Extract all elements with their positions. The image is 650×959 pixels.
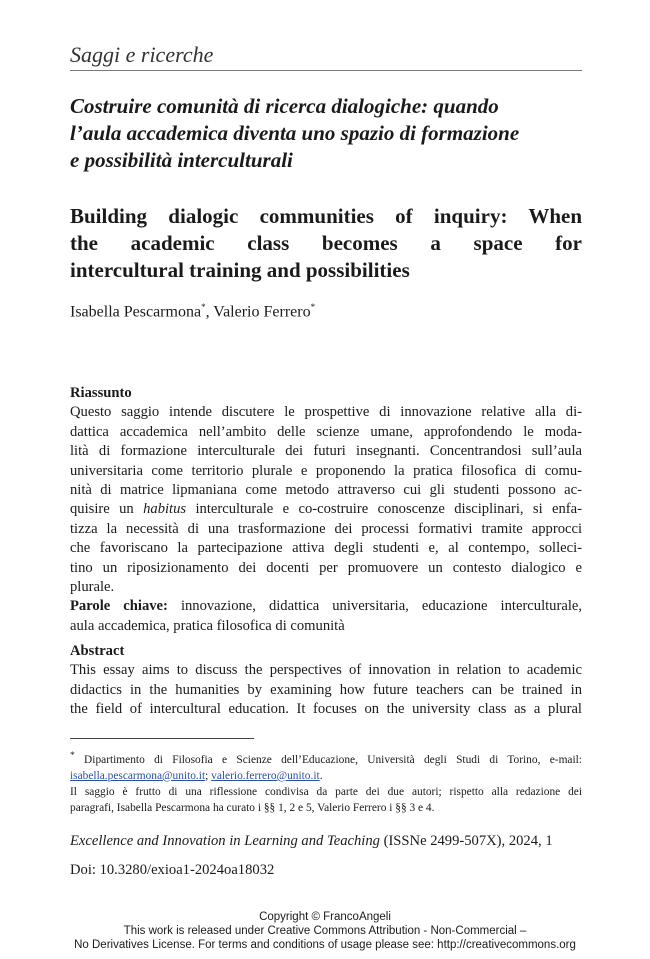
riassunto-body: [70, 403, 582, 597]
footnotes: [70, 748, 582, 816]
affiliation-text: Dipartimento di Filosofia e Scienze dell’Educazione, Università degli Studi di Torino, e-mail:: [84, 753, 582, 766]
footnote-end: .: [319, 769, 323, 782]
license-line: This work is released under Creative Commons Attribution - Non-Commercial –: [123, 925, 527, 937]
journal-citation: [70, 833, 553, 850]
footnote-mark: *: [70, 751, 75, 761]
title-en-line: Building dialogic communities of inquiry: When: [70, 204, 582, 228]
text-line: tino un riposizionamento dei docenti per promuovere un contesto dialogico e: [70, 559, 582, 576]
footnote-line: [70, 748, 582, 768]
footnote-line: Il saggio è frutto di una riflessione condivisa da parte dei due autori; rispetto alla redazione dei: [70, 785, 582, 798]
keywords-line: [70, 597, 582, 616]
license-line: No Derivatives License. For terms and conditions of usage please see: http://creativecommons.org: [74, 939, 576, 951]
text-line: plurale.: [70, 579, 115, 596]
habitus-term: habitus: [143, 501, 187, 518]
author-name: Isabella Pescarmona: [70, 303, 202, 321]
riassunto-heading: Riassunto: [70, 385, 132, 401]
footnote-line: [70, 768, 582, 784]
text-line: dattica accademica nell’ambito delle scienze umane, approfondendo le moda-: [70, 423, 582, 440]
doi: Doi: 10.3280/exioa1-2024oa18032: [70, 862, 275, 878]
text-fragment: interculturale e co-costruire conoscenze disciplinari, si enfa-: [195, 501, 582, 518]
text-line: che favoriscano la partecipazione attiva degli studenti e, al contempo, solleci-: [70, 540, 582, 557]
title-en-line: intercultural training and possibilities: [70, 258, 410, 282]
text-line: universitaria come territorio plurale e proponendo la pratica filosofica di comu-: [70, 462, 582, 479]
author-name: Valerio Ferrero: [213, 303, 311, 321]
footnote-mark: *: [201, 302, 206, 312]
section-label: Saggi e ricerche: [70, 42, 214, 67]
abstract-section: [70, 642, 582, 720]
text-line: This essay aims to discuss the perspectives of innovation in relation to academic: [70, 662, 582, 679]
header-divider: [70, 70, 582, 71]
text-fragment: quisire un: [70, 501, 134, 518]
footnote-mark: *: [310, 302, 316, 312]
article-title-italian: [70, 93, 582, 174]
text-line: Questo saggio intende discutere le prospettive di innovazione relative alla di-: [70, 404, 582, 421]
article-title-english: [70, 203, 582, 284]
copyright-line: Copyright © FrancoAngeli: [259, 911, 391, 923]
abstract-body: [70, 661, 582, 719]
journal-title: Excellence and Innovation in Learning and Teaching: [70, 833, 380, 849]
email-link[interactable]: isabella.pescarmona@unito.it: [70, 769, 206, 782]
author-separator: ,: [205, 303, 214, 321]
keywords-label: Parole chiave:: [70, 598, 168, 615]
text-line: [70, 500, 582, 519]
title-it-line: l’aula accademica diventa uno spazio di formazione: [70, 121, 520, 145]
footnote-divider: [70, 738, 254, 739]
email-separator: ;: [205, 769, 212, 782]
riassunto-section: [70, 384, 582, 636]
copyright-notice: [0, 910, 650, 952]
keywords-text: innovazione, didattica universitaria, educazione interculturale,: [180, 598, 582, 615]
text-line: the field of intercultural education. It focuses on the university class as a plural: [70, 701, 582, 718]
keywords-line: aula accademica, pratica filosofica di comunità: [70, 617, 345, 634]
email-link[interactable]: valerio.ferrero@unito.it: [211, 769, 320, 782]
keywords: [70, 597, 582, 636]
text-line: lità di formazione interculturale dei futuri insegnanti. Concentrandosi sull’aula: [70, 443, 582, 460]
text-line: didactics in the humanities by examining how future teachers can be trained in: [70, 681, 582, 698]
journal-details: (ISSNe 2499-507X), 2024, 1: [379, 833, 553, 849]
abstract-heading: Abstract: [70, 643, 125, 659]
footnote-line: paragrafi, Isabella Pescarmona ha curato i §§ 1, 2 e 5, Valerio Ferrero i §§ 3 e 4.: [70, 801, 435, 814]
text-line: nità di matrice lipmaniana come metodo attraverso cui gli studenti possono ac-: [70, 482, 582, 499]
title-it-line: e possibilità interculturali: [70, 148, 293, 172]
text-line: tizza la necessità di una trasformazione dei processi formativi tramite approcci: [70, 520, 582, 537]
authors: [70, 302, 315, 321]
title-it-line: Costruire comunità di ricerca dialogiche: quando: [70, 94, 499, 118]
title-en-line: the academic class becomes a space for: [70, 231, 582, 255]
